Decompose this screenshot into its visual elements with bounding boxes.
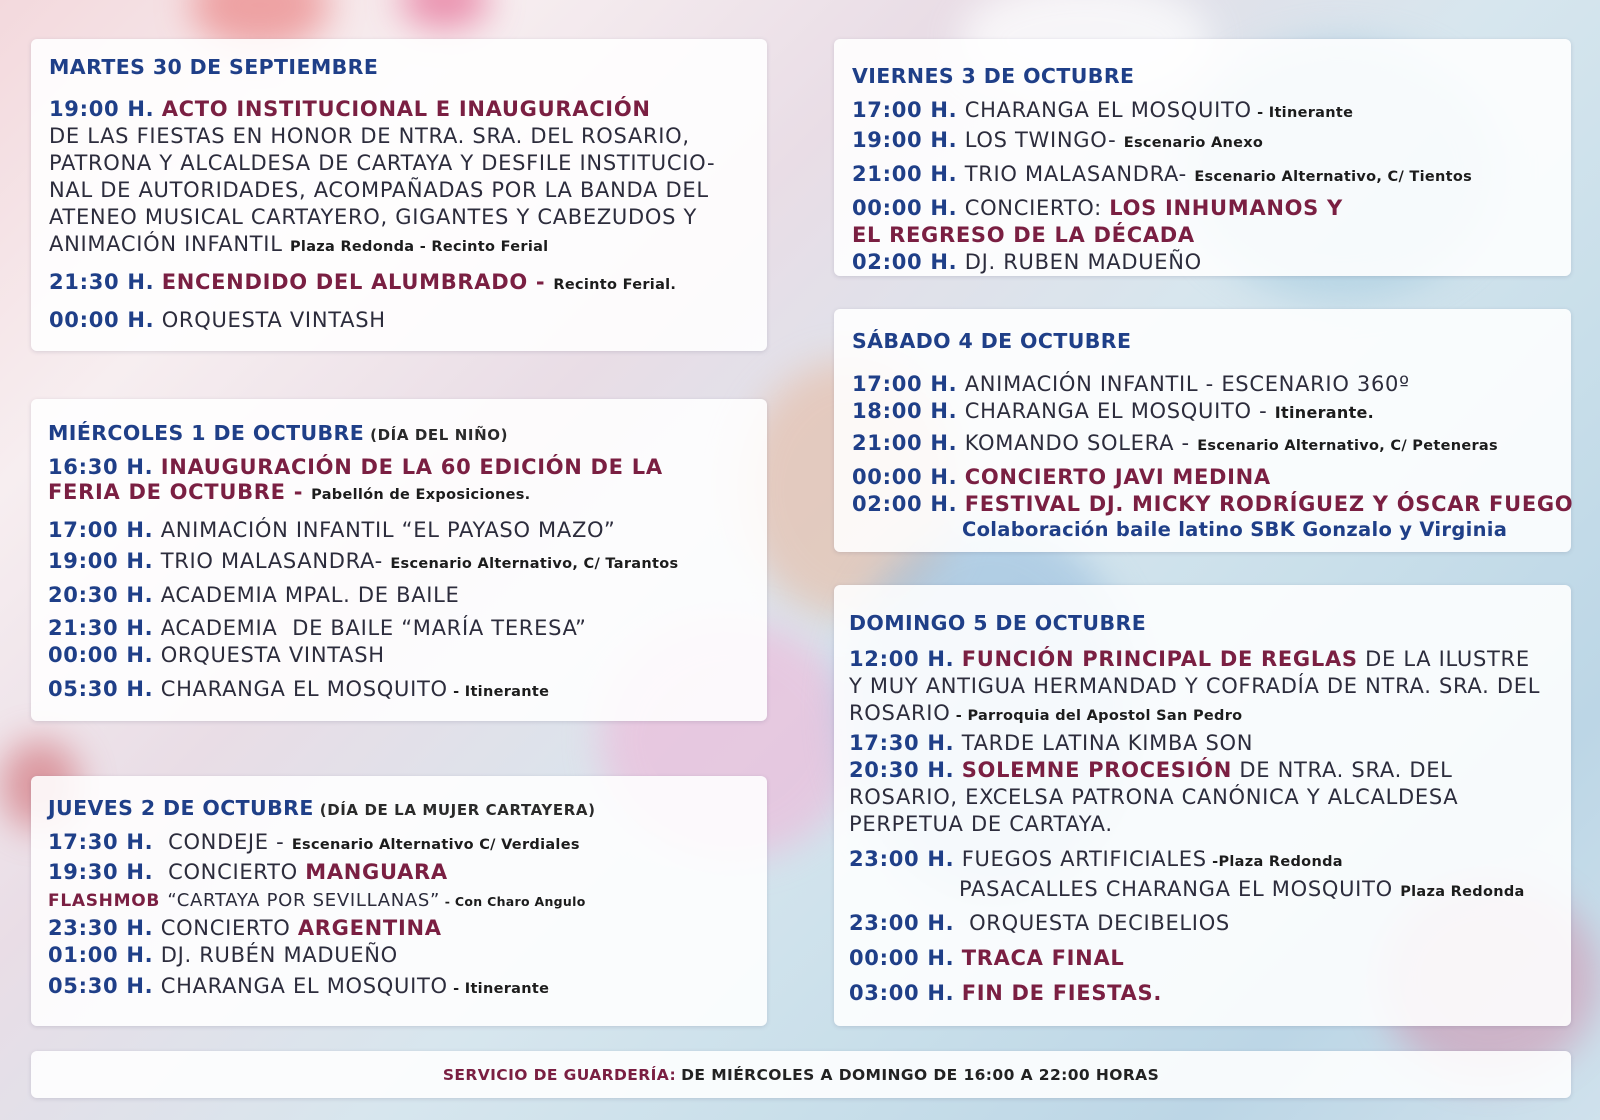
event-title: FLASHMOB [48, 891, 160, 911]
event-separator: - [285, 480, 312, 504]
event-description: ATENEO MUSICAL CARTAYERO, GIGANTES Y CABEZUDOS Y [49, 205, 698, 229]
event-separator: - [440, 894, 455, 909]
event-time: 16:30 H. [48, 455, 154, 479]
event-time: 05:30 H. [48, 677, 154, 701]
event-title: TRACA FINAL [961, 946, 1125, 970]
event-venue: Escenario Alternativo, C/ Tarantos [390, 556, 679, 572]
day-title [48, 795, 596, 823]
event-text: CONCIERTO [160, 916, 291, 940]
event-time: 00:00 H. [49, 308, 155, 332]
event-venue: Itinerante [464, 981, 550, 997]
day-panel-thursday [31, 776, 767, 1026]
event-time: 12:00 H. [849, 647, 955, 671]
event-text: CONCIERTO [168, 860, 298, 884]
event-item [849, 730, 1540, 757]
day-panel-tuesday [31, 39, 767, 351]
event-time: 20:30 H. [48, 583, 154, 607]
event-text: DE LA ILUSTRE [1365, 647, 1530, 671]
event-list [49, 96, 715, 334]
event-separator: - [1251, 105, 1269, 121]
event-time: 00:00 H. [849, 946, 955, 970]
event-venue: Plaza Redonda [1400, 884, 1525, 900]
event-text: ANIMACIÓN INFANTIL [49, 232, 283, 256]
event-list [852, 97, 1472, 276]
event-separator: - [447, 684, 465, 700]
event-item [48, 548, 678, 578]
event-time: 23:30 H. [48, 916, 154, 940]
event-text: ORQUESTA VINTASH [161, 308, 386, 332]
day-title-text: MIÉRCOLES 1 DE OCTUBRE [48, 421, 365, 445]
event-description [849, 700, 1540, 730]
event-time: 21:30 H. [49, 270, 155, 294]
day-note: (DÍA DEL NIÑO) [370, 426, 509, 444]
day-panel-friday [834, 39, 1571, 276]
event-separator: - [1206, 854, 1219, 870]
event-separator: - [1251, 399, 1275, 423]
event-time: 21:00 H. [852, 162, 958, 186]
day-title-text: JUEVES 2 DE OCTUBRE [48, 796, 314, 820]
event-venue: Plaza Redonda - Recinto Ferial [290, 239, 549, 255]
event-text: FUEGOS ARTIFICIALES [961, 847, 1207, 871]
event-item [852, 249, 1472, 276]
event-time: 03:00 H. [849, 981, 955, 1005]
event-item [48, 642, 678, 669]
event-venue: Pabellón de Exposiciones. [311, 487, 531, 503]
event-title: INAUGURACIÓN DE LA 60 EDICIÓN DE LA [160, 455, 663, 479]
event-item [48, 517, 678, 544]
event-item [48, 455, 678, 480]
event-venue: Escenario Alternativo, C/ Tientos [1194, 169, 1473, 185]
event-separator: - [950, 708, 968, 724]
event-description: Y MUY ANTIGUA HERMANDAD Y COFRADÍA DE NTRA. SRA. DEL [849, 674, 1541, 698]
event-text: ORQUESTA DECIBELIOS [969, 911, 1230, 935]
event-text: CHARANGA EL MOSQUITO [964, 399, 1252, 423]
event-venue: Plaza Redonda [1218, 854, 1343, 870]
event-title: ACTO INSTITUCIONAL E INAUGURACIÓN [161, 97, 651, 121]
event-text: ORQUESTA VINTASH [160, 643, 385, 667]
event-text: TARDE LATINA KIMBA SON [961, 731, 1254, 755]
event-time: 17:30 H. [849, 731, 955, 755]
day-title: SÁBADO 4 DE OCTUBRE [852, 329, 1132, 353]
event-item [849, 910, 1540, 937]
event-text: CHARANGA EL MOSQUITO [160, 677, 448, 701]
event-time: 21:30 H. [48, 616, 154, 640]
footer-banner [31, 1051, 1571, 1098]
event-time: 17:30 H. [48, 830, 154, 854]
event-time: 23:00 H. [849, 847, 955, 871]
footer-label: SERVICIO DE GUARDERÍA: [442, 1065, 677, 1084]
event-title: CONCIERTO JAVI MEDINA [964, 465, 1271, 489]
day-panel-saturday [834, 309, 1574, 552]
event-time: 17:00 H. [852, 372, 958, 396]
event-list [849, 646, 1540, 1007]
event-venue: Itinerante [1268, 105, 1354, 121]
event-item [849, 846, 1540, 876]
event-text: DE NTRA. SRA. DEL [1239, 758, 1453, 782]
event-separator: - [527, 270, 554, 294]
day-title: MARTES 30 DE SEPTIEMBRE [49, 55, 379, 79]
event-item [852, 127, 1472, 157]
event-description: ROSARIO, EXCELSA PATRONA CANÓNICA Y ALCALDESA [849, 785, 1459, 809]
event-text: CONDEJE [168, 830, 269, 854]
event-time: 20:30 H. [849, 758, 955, 782]
event-item [48, 480, 678, 508]
event-venue: Escenario Anexo [1123, 135, 1264, 151]
event-title: ARGENTINA [297, 916, 442, 940]
event-time: 19:00 H. [48, 549, 154, 573]
event-venue: Con Charo Angulo [454, 894, 586, 909]
day-panel-sunday [834, 585, 1571, 1026]
footer-text: DE MIÉRCOLES A DOMINGO DE 16:00 A 22:00 HORAS [681, 1065, 1160, 1084]
event-item [48, 582, 678, 609]
event-item [48, 915, 586, 942]
event-item [849, 646, 1540, 673]
day-title: DOMINGO 5 DE OCTUBRE [849, 611, 1147, 635]
event-item [852, 491, 1573, 518]
event-text: ACADEMIA DE BAILE “MARÍA TERESA” [160, 616, 587, 640]
event-title: EL REGRESO DE LA DÉCADA [852, 223, 1195, 247]
event-text: DJ. RUBÉN MADUEÑO [160, 943, 398, 967]
event-item [48, 615, 678, 642]
event-time: 05:30 H. [48, 974, 154, 998]
event-item [48, 886, 586, 915]
event-item [852, 464, 1573, 491]
event-venue: Parroquia del Apostol San Pedro [967, 708, 1243, 724]
event-text: ANIMACIÓN INFANTIL “EL PAYASO MAZO” [160, 518, 616, 542]
event-text: LOS TWINGO- [964, 128, 1117, 152]
day-title: VIERNES 3 DE OCTUBRE [852, 64, 1135, 88]
event-title: FIN DE FIESTAS. [961, 981, 1163, 1005]
day-note: (DÍA DE LA MUJER CARTAYERA) [319, 801, 596, 819]
event-venue: Escenario Alternativo C/ Verdiales [291, 837, 580, 853]
event-separator: - [447, 981, 465, 997]
event-item [852, 222, 1472, 249]
event-item [48, 676, 678, 706]
event-list [48, 829, 586, 1003]
event-separator: - [268, 830, 292, 854]
event-description: PERPETUA DE CARTAYA. [849, 812, 1113, 836]
event-text: CHARANGA EL MOSQUITO [160, 974, 448, 998]
event-venue: Recinto Ferial. [553, 277, 677, 293]
event-description [49, 231, 715, 261]
event-item [849, 980, 1540, 1007]
event-time: 02:00 H. [852, 492, 958, 516]
event-item [849, 945, 1540, 972]
event-item [849, 757, 1540, 784]
event-time: 17:00 H. [48, 518, 154, 542]
event-time: 02:00 H. [852, 250, 958, 274]
event-text: “CARTAYA POR SEVILLANAS” [167, 890, 441, 911]
event-title: FESTIVAL DJ. MICKY RODRÍGUEZ Y ÓSCAR FUEGO [964, 492, 1574, 516]
event-text: DJ. RUBEN MADUEÑO [964, 250, 1202, 274]
event-text: ROSARIO [849, 701, 951, 725]
event-text: ACADEMIA MPAL. DE BAILE [160, 583, 460, 607]
event-text: TRIO MALASANDRA- [160, 549, 383, 573]
event-item [48, 942, 586, 969]
event-title: FUNCIÓN PRINCIPAL DE REGLAS [961, 647, 1358, 671]
event-item [852, 161, 1472, 191]
event-time: 21:00 H. [852, 431, 958, 455]
event-venue: Itinerante. [1274, 403, 1375, 422]
event-time: 19:00 H. [852, 128, 958, 152]
day-panel-wednesday [31, 399, 767, 721]
event-item [48, 859, 586, 886]
event-time: 18:00 H. [852, 399, 958, 423]
event-title: ENCENDIDO DEL ALUMBRADO [161, 270, 528, 294]
event-item [852, 97, 1472, 127]
event-separator: - [1174, 431, 1198, 455]
event-title: MANGUARA [305, 860, 448, 884]
event-time: 19:00 H. [49, 97, 155, 121]
event-time: 00:00 H. [48, 643, 154, 667]
event-time: 00:00 H. [852, 196, 958, 220]
event-time: 19:30 H. [48, 860, 154, 884]
event-text: CHARANGA EL MOSQUITO [964, 98, 1252, 122]
event-title: SOLEMNE PROCESIÓN [961, 758, 1232, 782]
event-item [852, 195, 1472, 222]
event-text: ANIMACIÓN INFANTIL - ESCENARIO 360º [964, 372, 1410, 396]
event-time: 17:00 H. [852, 98, 958, 122]
event-description: PATRONA Y ALCALDESA DE CARTAYA Y DESFILE INSTITUCIO- [49, 151, 716, 175]
event-item [852, 398, 1573, 426]
event-list [48, 455, 678, 706]
event-item [48, 829, 586, 859]
event-subtitle: Colaboración baile latino SBK Gonzalo y Virginia [962, 518, 1508, 541]
event-time: 00:00 H. [852, 465, 958, 489]
event-venue: Itinerante [464, 684, 550, 700]
event-time: 01:00 H. [48, 943, 154, 967]
event-item [48, 973, 586, 1003]
event-text: TRIO MALASANDRA- [964, 162, 1187, 186]
event-venue: Escenario Alternativo, C/ Peteneras [1197, 438, 1498, 454]
event-title: FERIA DE OCTUBRE [48, 480, 286, 504]
event-item [852, 371, 1573, 398]
event-description: DE LAS FIESTAS EN HONOR DE NTRA. SRA. DEL ROSARIO, [49, 124, 690, 148]
event-text: PASACALLES CHARANGA EL MOSQUITO [959, 877, 1393, 901]
event-list [852, 371, 1573, 542]
event-item [852, 430, 1573, 460]
day-title [48, 420, 508, 448]
event-text: KOMANDO SOLERA [964, 431, 1175, 455]
event-text: CONCIERTO: [964, 196, 1102, 220]
event-description: NAL DE AUTORIDADES, ACOMPAÑADAS POR LA BANDA DEL [49, 178, 709, 202]
event-time: 23:00 H. [849, 911, 955, 935]
event-item [49, 269, 715, 299]
event-item [49, 96, 715, 123]
event-item [849, 876, 1540, 906]
event-item [49, 307, 715, 334]
event-title: LOS INHUMANOS Y [1109, 196, 1343, 220]
